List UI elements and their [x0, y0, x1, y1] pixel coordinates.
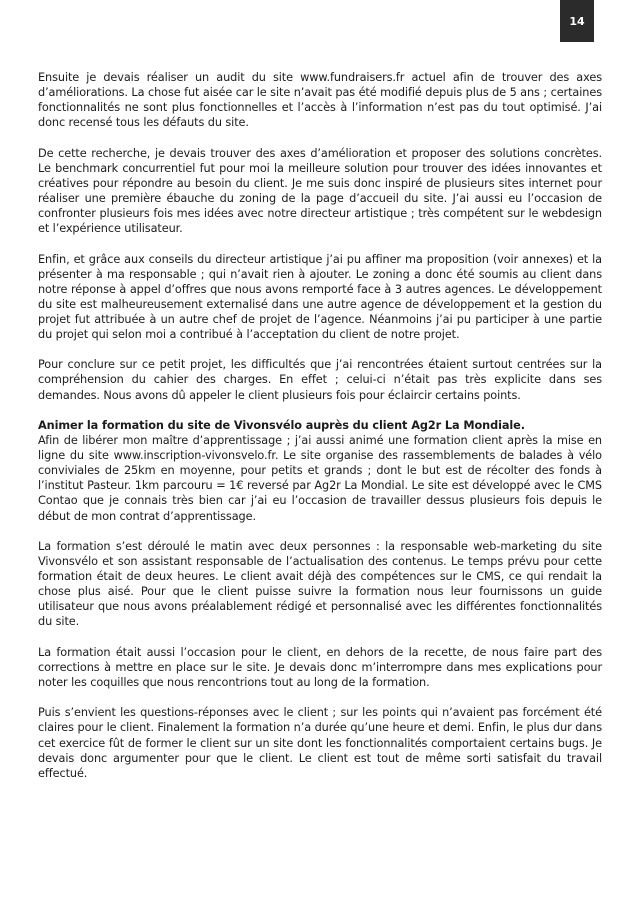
paragraph-training-corrections: La formation était aussi l’occasion pour le client, en dehors de la recette, de nous faire part des corrections à mettre en place sur le site. Je devais donc m’interrompre dans mes explications pour noter les coquilles que nous rencontrions tout au long de la formation.	[38, 645, 602, 689]
section-heading: Animer la formation du site de Vivonsvélo auprès du client Ag2r La Mondiale.	[38, 418, 525, 432]
paragraph-audit: Ensuite je devais réaliser un audit du site www.fundraisers.fr actuel afin de trouver des axes d’améliorations. La chose fut aisée car le site n’avait pas été modifié depuis plus de 5 ans ; certaines fonctionnalités ne sont plus fonctionnelles et l’accès à l’information n’est pas du tout optimisé. J’ai donc recensé tous les défauts du site.	[38, 71, 602, 130]
page-body	[38, 70, 602, 796]
paragraph-research: De cette recherche, je devais trouver des axes d’amélioration et proposer des solutions concrètes. Le benchmark concurrentiel fut pour moi la meilleure solution pour trouver des idées innovantes et créatives pour répondre au besoin du client. Je me suis donc inspiré de plusieurs sites internet pour réaliser une première ébauche du zoning de la page d’accueil du site. J’ai aussi eu l’occasion de confronter plusieurs fois mes idées avec notre directeur artistique ; très compétent sur le webdesign et l’expérience utilisateur.	[38, 146, 602, 236]
paragraph-zoning: Enfin, et grâce aux conseils du directeur artistique j’ai pu affiner ma proposition (voir annexes) et la présenter à ma responsable ; qui n’avait rien à ajouter. Le zoning a donc été soumis au client dans notre réponse à appel d’offres que nous avons remporté face à 3 autres agences. Le développement du site est malheureusement externalisé dans une autre agence de développement et la gestion du projet fut attribuée à un autre chef de projet de l’agence. Néanmoins j’ai pu participer à une partie du projet qui selon moi a contribué à l’acceptation du client de notre projet.	[38, 252, 602, 341]
paragraph-training-qa: Puis s’envient les questions-réponses avec le client ; sur les points qui n’avaient pas forcément été claires pour le client. Finalement la formation n’a durée qu’une heure et demi. Enfin, le plus dur dans cet exercice fût de former le client sur un site dont les fonctionnalités comportaient certains bugs. Je devais donc argumenter pour que le client. Le client est tout de même sorti satisfait du travail effectué.	[38, 706, 602, 780]
paragraph-training-session: La formation s’est déroulé le matin avec deux personnes : la responsable web-marketing du site Vivonsvélo et son assistant responsable de l’actualisation des contenus. Le temps prévu pour cette formation était de deux heures. Le client avait déjà des compétences sur le CMS, ce qui rendait la chose plus aisé. Pour que le client puisse suivre la formation nous leur fournissons un guide utilisateur que nous avons préalablement rédigé et personnalisé avec les différentes fonctionnalités du site.	[38, 539, 602, 629]
section-training	[38, 418, 602, 524]
section-intro: Afin de libérer mon maître d’apprentissage ; j’ai aussi animé une formation client après la mise en ligne du site www.inscription-vivonsvelo.fr. Le site organise des rassemblements de balades à vélo conviviales de 25km en moyenne, pour petits et grands ; dont le but est de récolter des fonds à l’institut Pasteur. 1km parcouru = 1€ reversé par Ag2r La Mondial. Le site est développé avec le CMS Contao que je connais très bien car j’ai eu l’occasion de travailler dessus plusieurs fois depuis le début de mon contrat d’apprentissage.	[38, 434, 602, 523]
paragraph-conclusion: Pour conclure sur ce petit projet, les difficultés que j’ai rencontrées étaient surtout centrées sur la compréhension du cahier des charges. En effet ; celui-ci n’était pas très explicite dans ses demandes. Nous avons dû appeler le client plusieurs fois pour éclaircir certains points.	[38, 358, 602, 402]
page-number: 14	[560, 0, 594, 42]
